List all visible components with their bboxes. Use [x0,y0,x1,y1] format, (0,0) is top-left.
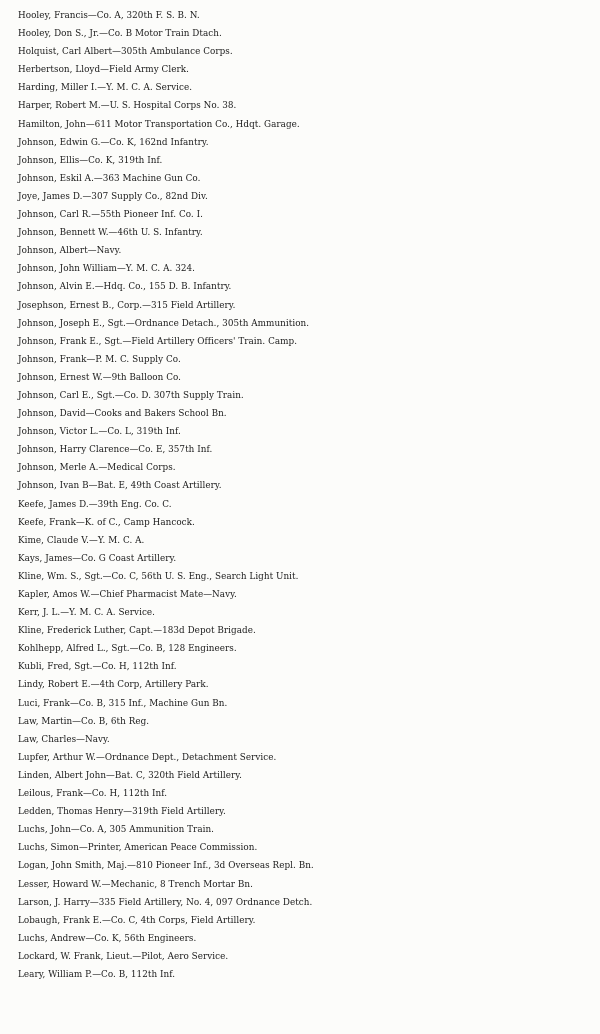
roster-entry: Ledden, Thomas Henry—319th Field Artillery. [18,807,226,818]
roster-entry: Kubli, Fred, Sgt.—Co. H, 112th Inf. [18,662,177,673]
roster-list [18,7,598,984]
roster-entry: Hooley, Francis—Co. A, 320th F. S. B. N. [18,11,200,21]
roster-entry: Johnson, Frank—P. M. C. Supply Co. [18,354,181,365]
roster-entry: Harding, Miller I.—Y. M. C. A. Service. [18,83,193,94]
roster-entry: Herbertson, Lloyd—Field Army Clerk. [18,65,189,76]
roster-entry: Johnson, Eskil A.—363 Machine Gun Co. [18,173,201,184]
roster-entry: Kime, Claude V.—Y. M. C. A. [18,535,145,546]
roster-entry: Johnson, Frank E., Sgt.—Field Artillery Officers' Train. Camp. [18,336,298,347]
roster-entry: Law, Charles—Navy. [18,734,110,745]
roster-entry: Johnson, Harry Clarence—Co. E, 357th Inf. [18,445,213,456]
roster-entry: Johnson, Ernest W.—9th Balloon Co. [18,372,182,383]
roster-entry: Kohlhepp, Alfred L., Sgt.—Co. B, 128 Engineers. [18,644,237,655]
roster-entry: Law, Martin—Co. B, 6th Reg. [18,716,150,727]
roster-entry: Kline, Wm. S., Sgt.—Co. C, 56th U. S. Eng., Search Light Unit. [18,571,299,582]
roster-entry: Kerr, J. L.—Y. M. C. A. Service. [18,608,156,619]
roster-entry: Hamilton, John—611 Motor Transportation Co., Hdqt. Garage. [18,119,300,130]
roster-entry: Holquist, Carl Albert—305th Ambulance Corps. [18,47,233,58]
roster-entry: Logan, John Smith, Maj.—810 Pioneer Inf., 3d Overseas Repl. Bn. [18,861,314,872]
roster-entry: Harper, Robert M.—U. S. Hospital Corps No. 38. [18,101,237,112]
roster-entry: Hooley, Don S., Jr.—Co. B Motor Train Dtach. [18,29,222,40]
roster-entry: Kays, James—Co. G Coast Artillery. [18,553,177,564]
roster-entry: Lockard, W. Frank, Lieut.—Pilot, Aero Service. [18,951,229,962]
roster-entry: Johnson, Ivan B—Bat. E, 49th Coast Artillery. [18,481,222,492]
roster-entry: Luchs, Andrew—Co. K, 56th Engineers. [18,933,197,944]
roster-entry: Luchs, Simon—Printer, American Peace Commission. [18,843,258,854]
roster-entry: Leary, William P.—Co. B, 112th Inf. [18,969,176,980]
roster-entry: Linden, Albert John—Bat. C, 320th Field Artillery. [18,770,242,781]
roster-entry: Johnson, Victor L.—Co. L, 319th Inf. [18,427,181,438]
roster-entry: Kline, Frederick Luther, Capt.—183d Depot Brigade. [18,626,256,637]
roster-entry: Johnson, Ellis—Co. K, 319th Inf. [18,155,163,166]
roster-entry: Johnson, Carl E., Sgt.—Co. D. 307th Supply Train. [18,390,244,401]
roster-entry: Luchs, John—Co. A, 305 Ammunition Train. [18,825,215,836]
roster-entry: Larson, J. Harry—335 Field Artillery, No. 4, 097 Ordnance Detch. [18,897,313,908]
roster-entry: Johnson, Alvin E.—Hdq. Co., 155 D. B. Infantry. [18,282,232,293]
roster-entry: Keefe, James D.—39th Eng. Co. C. [18,499,172,510]
roster-entry: Lesser, Howard W.—Mechanic, 8 Trench Mortar Bn. [18,879,253,890]
roster-entry: Kapler, Amos W.—Chief Pharmacist Mate—Navy. [18,590,237,600]
roster-entry: Johnson, Albert—Navy. [18,246,122,257]
roster-entry: Johnson, Bennett W.—46th U. S. Infantry. [18,228,203,239]
roster-entry: Lobaugh, Frank E.—Co. C, 4th Corps, Field Artillery. [18,915,256,926]
roster-entry: Joye, James D.—307 Supply Co., 82nd Div. [18,191,208,202]
roster-entry: Johnson, David—Cooks and Bakers School Bn. [18,409,227,420]
roster-entry: Johnson, John William—Y. M. C. A. 324. [18,264,196,275]
roster-entry: Johnson, Edwin G.—Co. K, 162nd Infantry. [18,137,209,148]
roster-entry: Johnson, Joseph E., Sgt.—Ordnance Detach., 305th Ammunition. [18,318,310,329]
roster-entry: Luci, Frank—Co. B, 315 Inf., Machine Gun Bn. [18,698,228,709]
roster-entry: Johnson, Carl R.—55th Pioneer Inf. Co. I. [18,210,203,221]
roster-entry: Johnson, Merle A.—Medical Corps. [18,463,176,474]
roster-entry: Leilous, Frank—Co. H, 112th Inf. [18,789,168,800]
roster-entry: Lupfer, Arthur W.—Ordnance Dept., Detachment Service. [18,752,277,763]
roster-entry: Keefe, Frank—K. of C., Camp Hancock. [18,517,195,528]
roster-entry: Lindy, Robert E.—4th Corp, Artillery Park. [18,680,209,691]
roster-entry: Josephson, Ernest B., Corp.—315 Field Artillery. [18,300,236,311]
